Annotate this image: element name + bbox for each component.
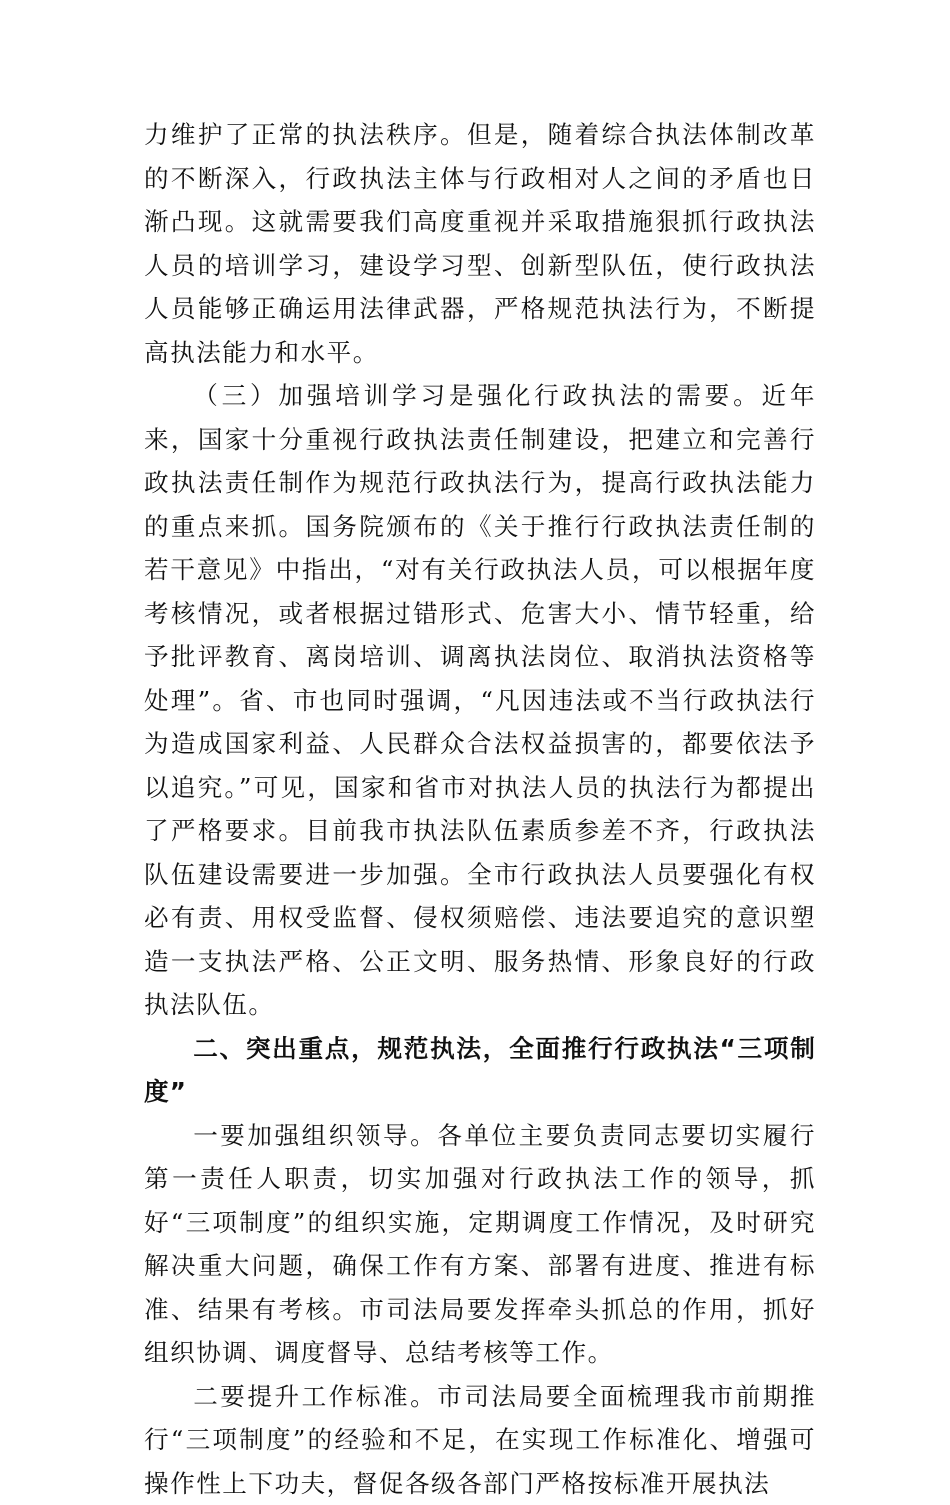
section-heading-two: 二、突出重点，规范执法，全面推行行政执法“三项制度” — [144, 1027, 816, 1114]
paragraph-work-standards: 二要提升工作标准。市司法局要全面梳理我市前期推行“三项制度”的经验和不足，在实现工作标准化、增强可操作性上下功夫，督促各级各部门严格按标准开展执法 — [144, 1375, 816, 1505]
paragraph-organization-leadership: 一要加强组织领导。各单位主要负责同志要切实履行第一责任人职责，切实加强对行政执法工作的领导，抓好“三项制度”的组织实施，定期调度工作情况，及时研究解决重大问题，确保工作有方案、部署有进度、推进有标准、结果有考核。市司法局要发挥牵头抓总的作用，抓好组织协调、调度督导、总结考核等工作。 — [144, 1114, 816, 1375]
paragraph-continued: 力维护了正常的执法秩序。但是，随着综合执法体制改革的不断深入，行政执法主体与行政相对人之间的矛盾也日渐凸现。这就需要我们高度重视并采取措施狠抓行政执法人员的培训学习，建设学习型、创新型队伍，使行政执法人员能够正确运用法律武器，严格规范执法行为，不断提高执法能力和水平。 — [144, 113, 816, 374]
document-body — [144, 113, 816, 1505]
paragraph-section-three: （三）加强培训学习是强化行政执法的需要。近年来，国家十分重视行政执法责任制建设，把建立和完善行政执法责任制作为规范行政执法行为，提高行政执法能力的重点来抓。国务院颁布的《关于推行行政执法责任制的若干意见》中指出，“对有关行政执法人员，可以根据年度考核情况，或者根据过错形式、危害大小、情节轻重，给予批评教育、离岗培训、调离执法岗位、取消执法资格等处理”。省、市也同时强调，“凡因违法或不当行政执法行为造成国家利益、人民群众合法权益损害的，都要依法予以追究。”可见，国家和省市对执法人员的执法行为都提出了严格要求。目前我市执法队伍素质参差不齐，行政执法队伍建设需要进一步加强。全市行政执法人员要强化有权必有责、用权受监督、侵权须赔偿、违法要追究的意识塑造一支执法严格、公正文明、服务热情、形象良好的行政执法队伍。 — [144, 374, 816, 1027]
